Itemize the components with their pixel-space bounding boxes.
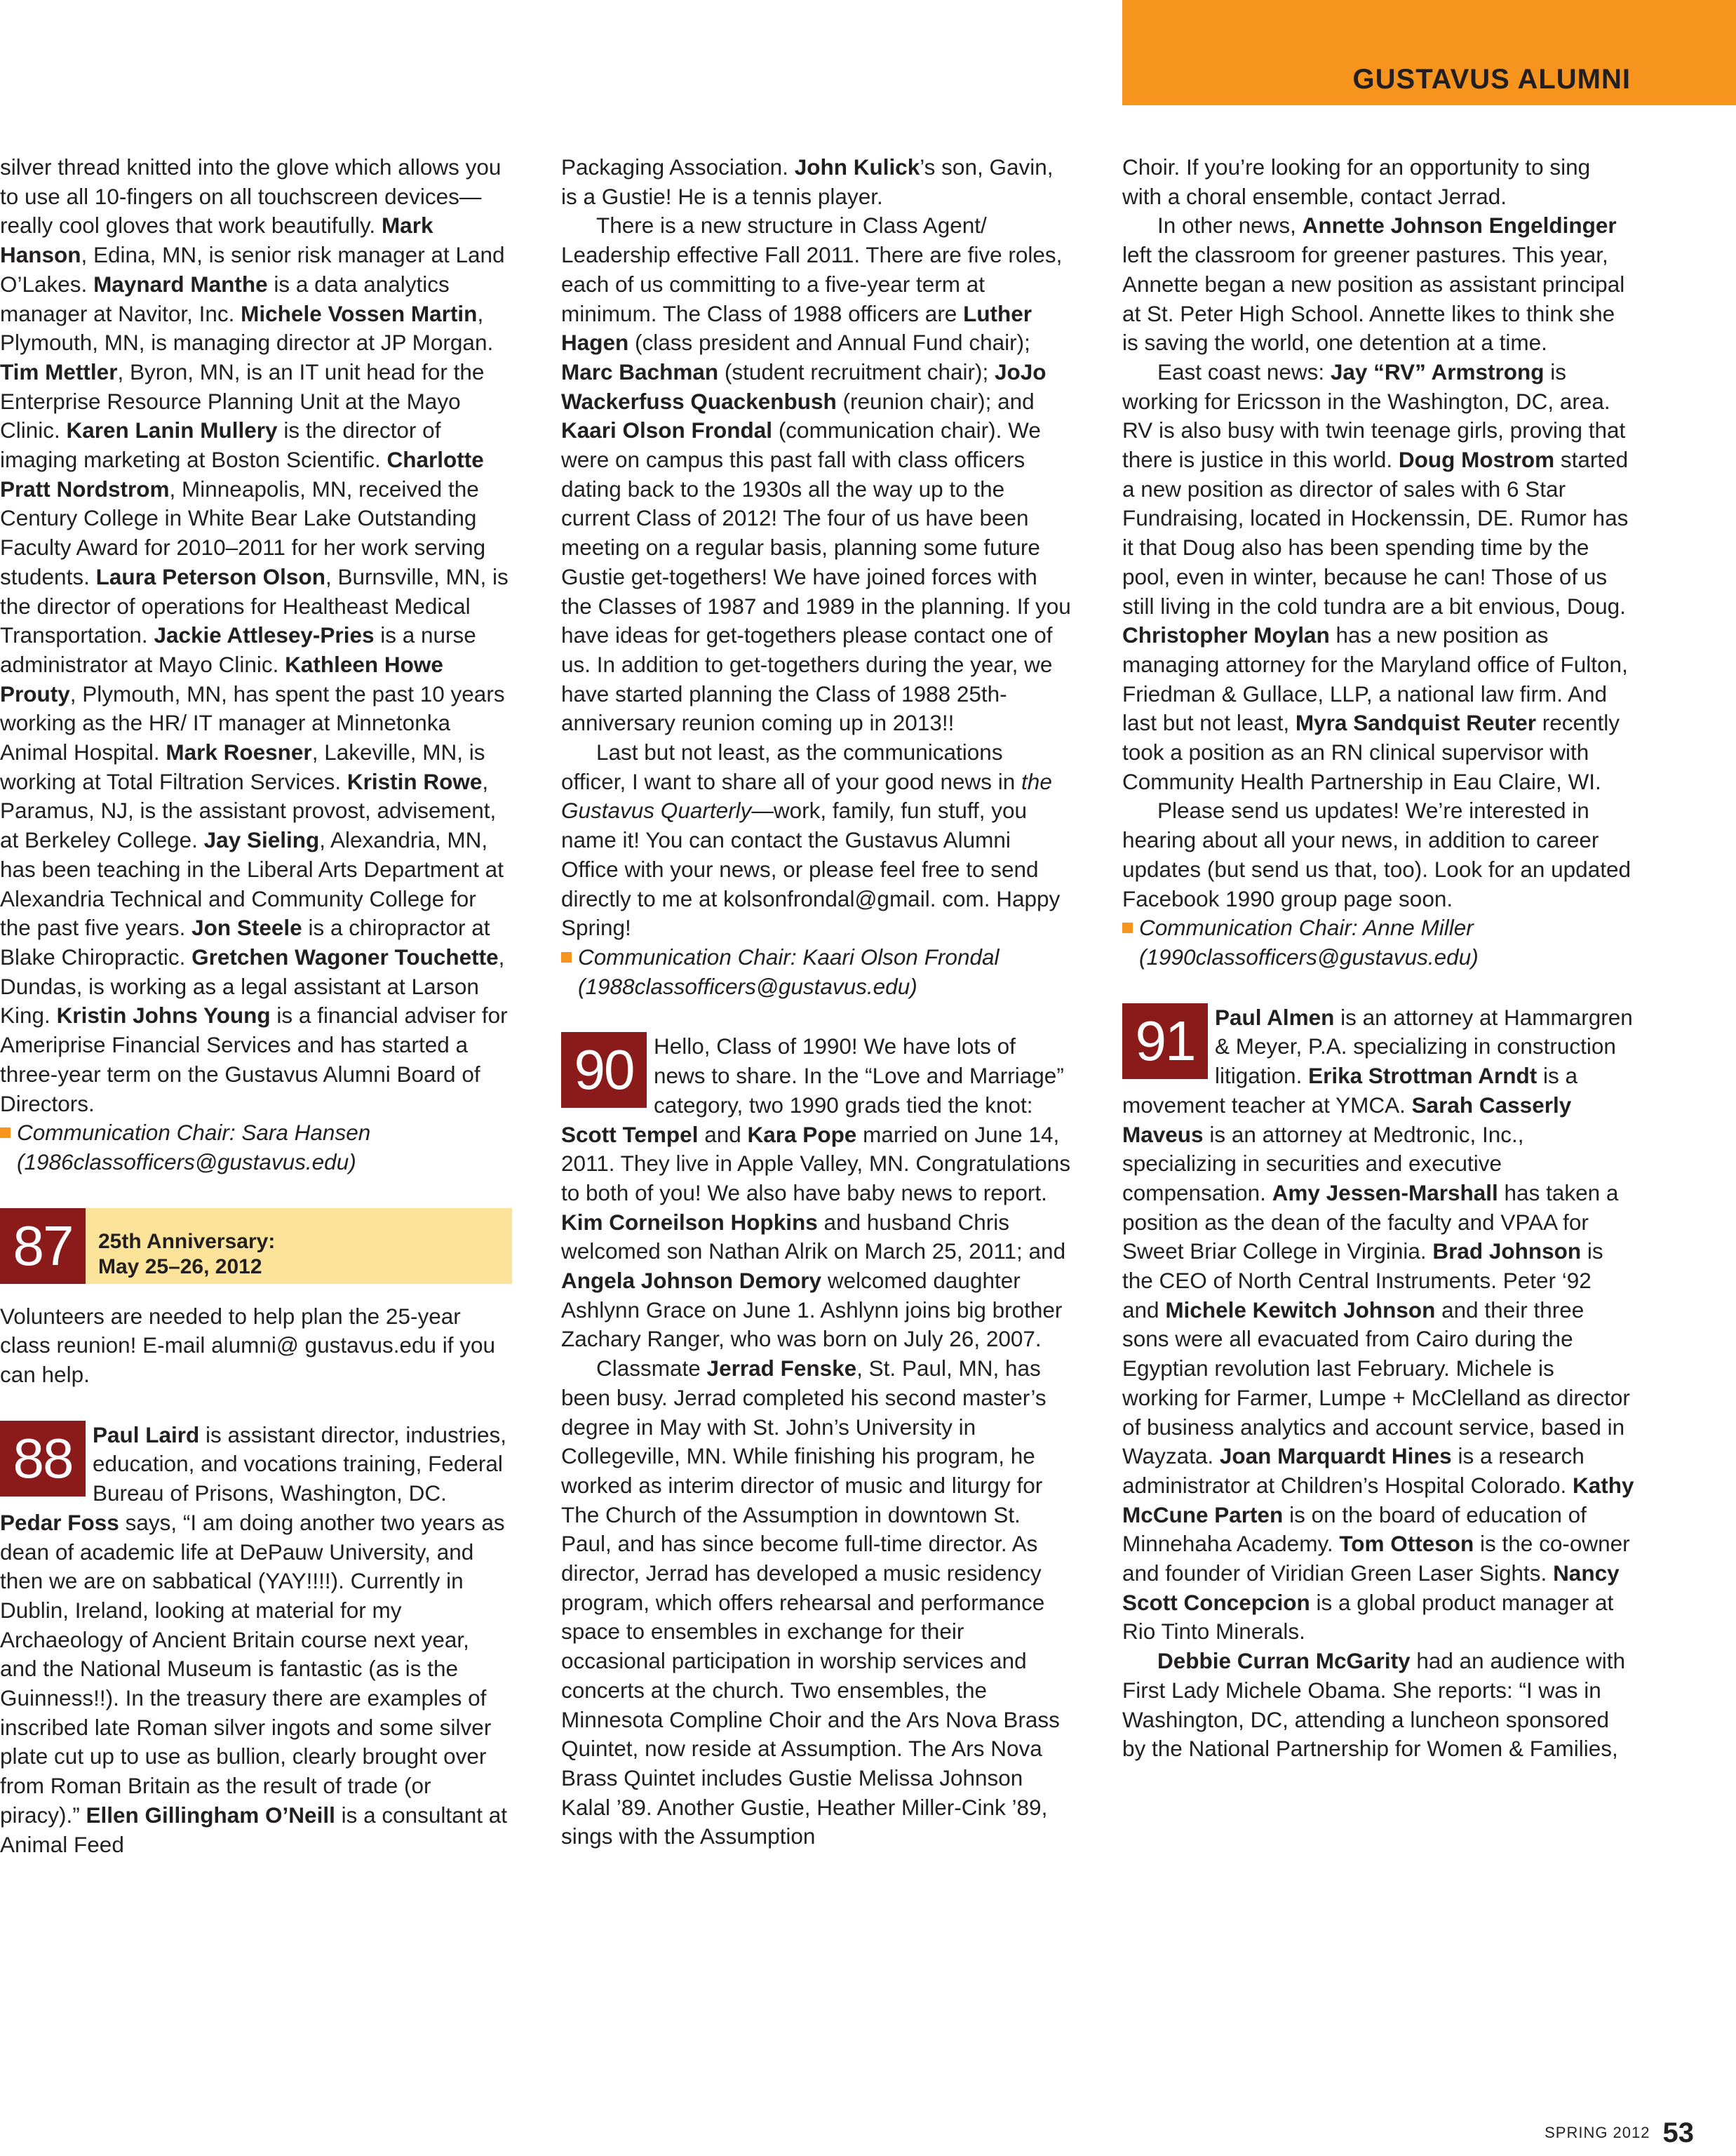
class-1991-section bbox=[1122, 1003, 1634, 1764]
class-year-badge-87: 87 bbox=[0, 1208, 86, 1284]
communication-chair-1986: Communication Chair: Sara Hansen (1986classofficers@gustavus.edu) bbox=[0, 1118, 512, 1177]
class-1986-notes: silver thread knitted into the glove which allows you to use all 10-fingers on all touchscreen devices—really cool gloves that work beautifully. Mark Hanson, Edina, MN, is senior risk manager at Land O’Lakes. Maynard Manthe is a data analytics manager at Navitor, Inc. Michele Vossen Martin, Plymouth, MN, is managing director at JP Morgan. Tim Mettler, Byron, MN, is an IT unit head for the Enterprise Resource Planning Unit at the Mayo Clinic. Karen Lanin Mullery is the director of imaging marketing at Boston Scientific. Charlotte Pratt Nordstrom, Minneapolis, MN, received the Century College in White Bear Lake Outstanding Faculty Award for 2010–2011 for her work serving students. Laura Peterson Olson, Burnsville, MN, is the director of operations for Healtheast Medical Transportation. Jackie Attlesey-Pries is a nurse administrator at Mayo Clinic. Kathleen Howe Prouty, Plymouth, MN, has spent the past 10 years working as the HR/ IT manager at Minnetonka Animal Hospital. Mark Roesner, Lakeville, MN, is working at Total Filtration Services. Kristin Rowe, Paramus, NJ, is the assistant provost, advisement, at Berkeley College. Jay Sieling, Alexandria, MN, has been teaching in the Liberal Arts Department at Alexandria Technical and Community College for the past five years. Jon Steele is a chiropractor at Blake Chiropractic. Gretchen Wagoner Touchette, Dundas, is working as a legal assistant at Larson King. Kristin Johns Young is a financial adviser for Ameriprise Financial Services and has started a three-year term on the Gustavus Alumni Board of Directors. bbox=[0, 154, 509, 1116]
section-header-bar bbox=[1122, 0, 1736, 105]
class-1990-notes-continued: Choir. If you’re looking for an opportunity to sing with a choral ensemble, contact Jerrad. bbox=[1122, 154, 1591, 209]
section-label: GUSTAVUS ALUMNI bbox=[1352, 64, 1631, 95]
page-footer bbox=[1545, 2117, 1694, 2149]
column-2 bbox=[561, 153, 1073, 1852]
class-1988-notes-continued: Packaging Association. John Kulick’s son, Gavin, is a Gustie! He is a tennis player. bbox=[561, 154, 1054, 209]
class-1988-notes: Paul Laird is assistant director, industries, education, and vocations training, Federal Bureau of Prisons, Washington, DC. Pedar Foss says, “I am doing another two years as dean of academic life at DePauw University, and then we are on sabbatical (YAY!!!!). Currently in Dublin, Ireland, looking at material for my Archaeology of Ancient Britain course next year, and the National Museum is fantastic (as is the Guinness!!). In the treasury there are examples of inscribed late Roman silver ingots and some silver plate cut up to use as bullion, clearly brought over from Roman Britain as the result of trade (or piracy).” Ellen Gillingham O’Neill is a consultant at Animal Feed bbox=[0, 1421, 507, 1857]
orange-square-bullet-icon bbox=[1122, 923, 1133, 933]
communication-chair-1988: Communication Chair: Kaari Olson Frondal (1988classofficers@gustavus.edu) bbox=[561, 943, 1073, 1001]
class-1990-notes: Hello, Class of 1990! We have lots of news to share. In the “Love and Marriage” category, two 1990 grads tied the knot: Scott Tempel and Kara Pope married on June 14, 2011. They live in Apple Valley, MN. Congratulations to both of you! We also have baby news to report. Kim Corneilson Hopkins and husband Chris welcomed son Nathan Alrik on March 25, 2011; and Angela Johnson Demory welcomed daughter Ashlynn Grace on June 1. Ashlynn joins big brother Zachary Ranger, who was born on July 26, 2007. bbox=[561, 1033, 1071, 1352]
page-number: 53 bbox=[1662, 2117, 1694, 2148]
class-1988-section bbox=[0, 1421, 512, 1860]
class-1990-notes-jerrad: Classmate Jerrad Fenske, St. Paul, MN, has been busy. Jerrad completed his second master’s degree in May with St. John’s University in Collegeville, MN. While finishing his program, he worked as interim director of music and liturgy for The Church of the Assumption in downtown St. Paul, and has since become full-time director. As director, Jerrad has developed a music residency program, which offers rehearsal and performance space to ensembles in exchange for their occasional participation in worship services and concerts at the church. Two ensembles, the Minnesota Compline Choir and the Ars Nova Brass Quintet, now reside at Assumption. The Ars Nova Brass Quintet includes Gustie Melissa Johnson Kalal ’89. Another Gustie, Heather Miller-Cink ’89, sings with the Assumption bbox=[561, 1355, 1060, 1849]
class-year-badge-88: 88 bbox=[0, 1421, 86, 1497]
orange-square-bullet-icon bbox=[0, 1127, 11, 1138]
class-1991-notes: Paul Almen is an attorney at Hammargren & Meyer, P.A. specializing in construction litigation. Erika Strottman Arndt is a movement teacher at YMCA. Sarah Casserly Maveus is an attorney at Medtronic, Inc., specializing in securities and executive compensation. Amy Jessen-Marshall has taken a position as the dean of the faculty and VPAA for Sweet Briar College in Virginia. Brad Johnson is the CEO of North Central Instruments. Peter ‘92 and Michele Kewitch Johnson and their three sons were all evacuated from Cairo during the Egyptian revolution last February. Michele is working for Farmer, Lumpe + McClelland as director of business analytics and account service, based in Wayzata. Joan Marquardt Hines is a research administrator at Children’s Hospital Colorado. Kathy McCune Parten is on the board of education of Minnehaha Academy. Tom Otteson is the co-owner and founder of Viridian Green Laser Sights. Nancy Scott Concepcion is a global product manager at Rio Tinto Minerals. bbox=[1122, 1004, 1634, 1645]
orange-square-bullet-icon bbox=[561, 952, 572, 963]
east-coast-news-paragraph: East coast news: Jay “RV” Armstrong is working for Ericsson in the Washington, DC, area. RV is also busy with twin teenage girls, proving that there is justice in this world. Doug Mostrom started a new position as director of sales with 6 Star Fundraising, located in Hockenssin, DE. Rumor has it that Doug also has been spending time by the pool, even in winter, because he can! Those of us still living in the cold tundra are a bit envious, Doug. Christopher Moylan has a new position as managing attorney for the Maryland office of Fulton, Friedman & Gullace, LLP, a national law firm. And last but not least, Myra Sandquist Reuter recently took a position as an RN clinical supervisor with Community Health Partnership in Eau Claire, WI. bbox=[1122, 359, 1629, 794]
class-1987-notes: Volunteers are needed to help plan the 25-year class reunion! E-mail alumni@ gustavus.edu if you can help. bbox=[0, 1303, 496, 1388]
issue-season: SPRING 2012 bbox=[1545, 2124, 1650, 2141]
class-1991-notes-mcgarity: Debbie Curran McGarity had an audience with First Lady Michele Obama. She reports: “I was in Washington, DC, attending a luncheon sponsored by the National Partnership for Women & Families, bbox=[1122, 1648, 1626, 1762]
class-year-badge-90: 90 bbox=[561, 1032, 647, 1108]
class-year-badge-91: 91 bbox=[1122, 1003, 1208, 1079]
updates-request-paragraph: Please send us updates! We’re interested in hearing about all your news, in addition to career updates (but send us that, too). Look for an updated Facebook 1990 group page soon. bbox=[1122, 798, 1631, 911]
column-1 bbox=[0, 153, 512, 1859]
other-news-paragraph: In other news, Annette Johnson Engeldinger left the classroom for greener pastures. This year, Annette began a new position as assistant principal at St. Peter High School. Annette likes to think she is saving the world, one detention at a time. bbox=[1122, 213, 1625, 356]
class-1990-section bbox=[561, 1032, 1073, 1852]
class-1987-section bbox=[0, 1208, 512, 1390]
class-officers-paragraph: There is a new structure in Class Agent/ Leadership effective Fall 2011. There are five roles, each of us committing to a five-year term at minimum. The Class of 1988 officers are Luther Hagen (class president and Annual Fund chair); Marc Bachman (student recruitment chair); JoJo Wackerfuss Quackenbush (reunion chair); and Kaari Olson Frondal (communication chair). We were on campus this past fall with class officers dating back to the 1930s all the way up to the current Class of 2012! The four of us have been meeting on a regular basis, planning some future Gustie get-togethers! We have joined forces with the Classes of 1987 and 1989 in the planning. If you have ideas for get-togethers please contact one of us. In addition to get-togethers during the year, we have started planning the Class of 1988 25th-anniversary reunion coming up in 2013!! bbox=[561, 213, 1071, 736]
anniversary-banner bbox=[0, 1208, 512, 1284]
communication-chair-1990: Communication Chair: Anne Miller (1990classofficers@gustavus.edu) bbox=[1122, 913, 1634, 972]
column-3 bbox=[1122, 153, 1634, 1764]
communications-paragraph: Last but not least, as the communications officer, I want to share all of your good news in the Gustavus Quarterly—work, family, fun stuff, you name it! You can contact the Gustavus Alumni Office with your news, or please feel free to send directly to me at kolsonfrondal@gmail. com. Happy Spring! bbox=[561, 739, 1061, 941]
anniversary-text: 25th Anniversary: May 25–26, 2012 bbox=[98, 1229, 276, 1278]
